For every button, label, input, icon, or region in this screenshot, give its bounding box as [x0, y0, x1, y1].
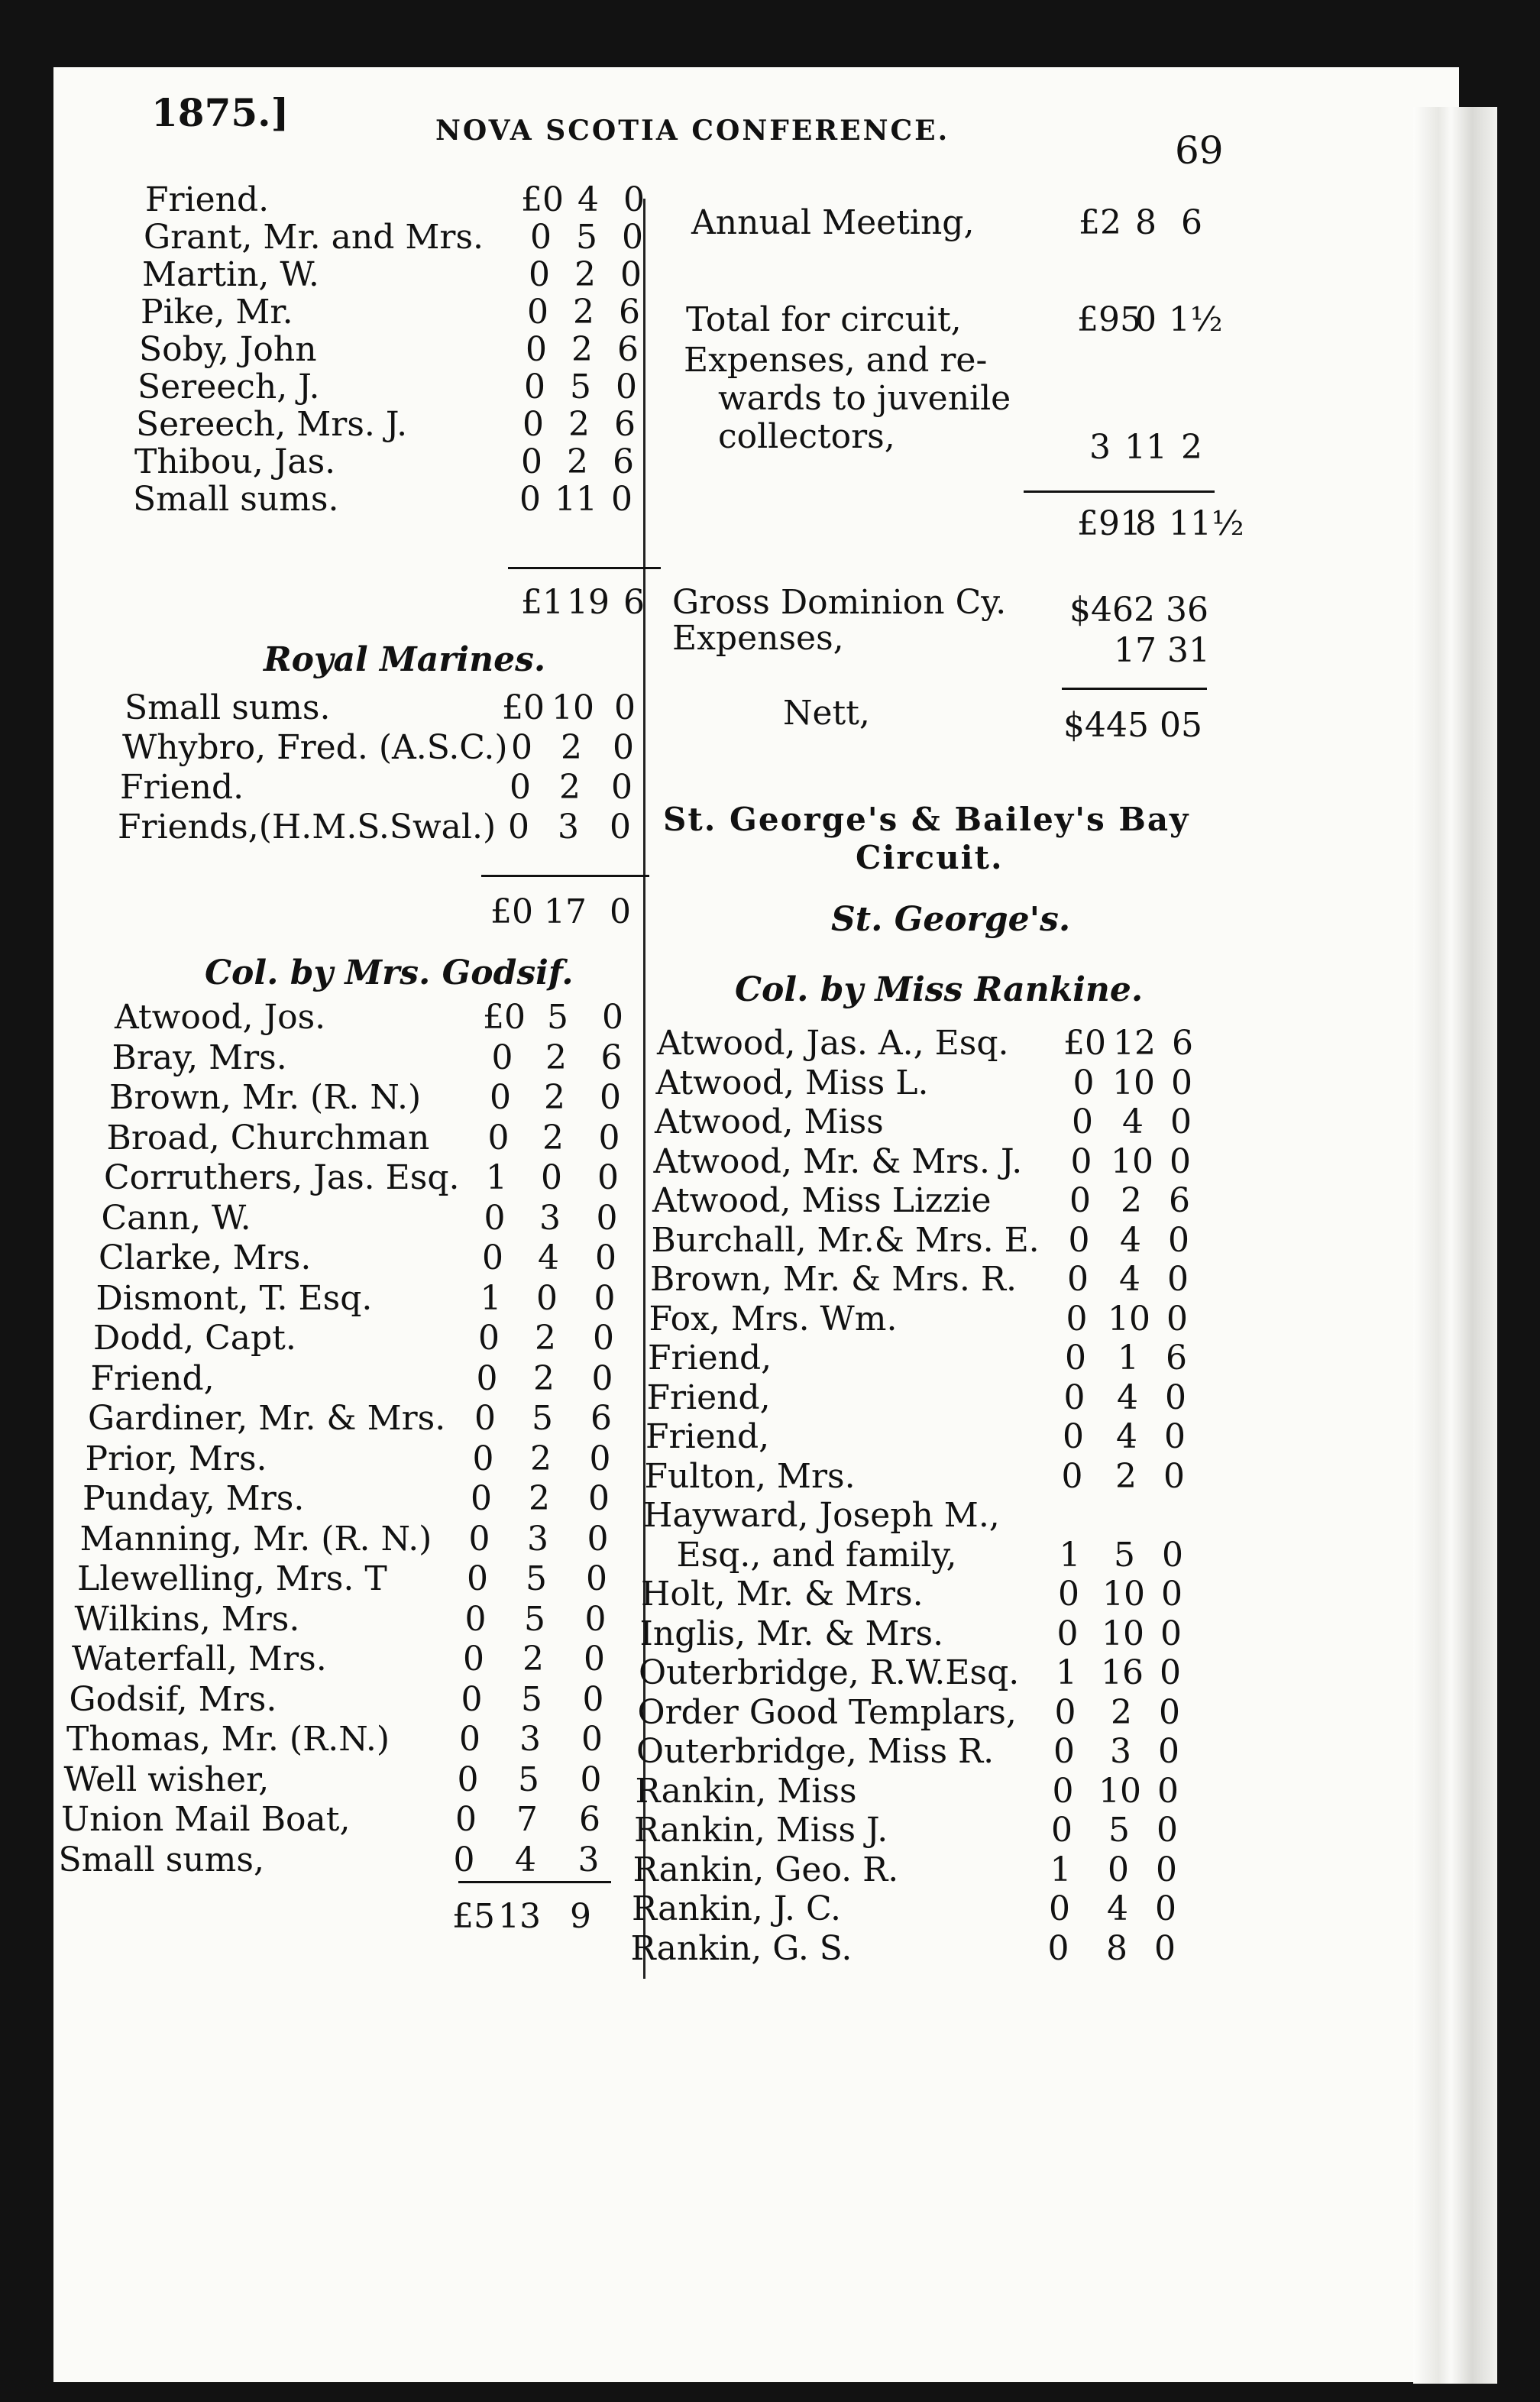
rankine-entry-pence: 0	[1160, 1653, 1181, 1692]
godsif-entry-pounds: 0	[476, 1358, 498, 1398]
rankine-entry-name: Rankin, Miss J.	[634, 1811, 888, 1850]
godsif-entry-name: Broad, Churchman	[106, 1118, 430, 1157]
rankine-entry-pounds: 1	[1056, 1653, 1077, 1692]
godsif-entry-name: Atwood, Jos.	[115, 998, 326, 1037]
top-entry-name: Sereech, J.	[138, 367, 320, 406]
top-entry-shillings: 2	[567, 442, 588, 481]
marines-entry-pounds: 0	[508, 808, 529, 847]
subtotal-rule	[508, 567, 661, 569]
rankine-entry-pence: 0	[1156, 1850, 1177, 1889]
godsif-entry-pence: 0	[580, 1759, 602, 1799]
godsif-entry-pence: 0	[588, 1479, 610, 1518]
marines-total-shillings: 17	[544, 892, 587, 931]
expenses-amount-pounds: 3	[1089, 428, 1111, 467]
godsif-entry-shillings: 3	[519, 1720, 541, 1759]
top-entry-shillings: 2	[568, 405, 590, 444]
nett-amount: $445 05	[1063, 706, 1202, 745]
circuit-heading-2: Circuit.	[856, 839, 1004, 876]
godsif-entry-pence: 0	[581, 1720, 603, 1759]
godsif-entry-pounds: 0	[491, 1038, 513, 1077]
godsif-entry-shillings: 5	[526, 1559, 547, 1598]
godsif-entry-pence: 0	[595, 1238, 616, 1277]
rankine-entry-name: Friend,	[645, 1417, 770, 1456]
rankine-entry-shillings: 3	[1110, 1732, 1131, 1771]
rankine-entry-shillings: 0	[1108, 1850, 1129, 1889]
godsif-entry-pounds: 0	[453, 1840, 475, 1879]
godsif-entry-shillings: 0	[536, 1278, 558, 1318]
godsif-entry-pence: 6	[600, 1038, 623, 1077]
circuit-heading: St. George's & Bailey's Bay	[663, 801, 1190, 838]
godsif-entry-name: Brown, Mr. (R. N.)	[109, 1078, 422, 1117]
annual-meeting-name: Annual Meeting,	[691, 203, 975, 242]
marines-entry-name: Whybro, Fred. (A.S.C.)	[122, 728, 508, 767]
rankine-entry-name: Outerbridge, R.W.Esq.	[639, 1653, 1020, 1692]
rankine-entry-shillings: 5	[1114, 1535, 1135, 1575]
godsif-entry-shillings: 2	[533, 1358, 555, 1398]
godsif-entry-pounds: 0	[478, 1319, 500, 1358]
rankine-entry-pounds: 0	[1063, 1417, 1084, 1456]
godsif-entry-pounds: 0	[457, 1759, 479, 1799]
marines-entry-shillings: 3	[558, 808, 579, 847]
rankine-entry-pence: 6	[1172, 1024, 1193, 1063]
godsif-entry-shillings: 5	[524, 1599, 545, 1639]
godsif-entry-name: Cann, W.	[101, 1198, 251, 1238]
rankine-entry-shillings: 4	[1120, 1220, 1141, 1260]
expenses-line: wards to juvenile	[718, 379, 1011, 418]
expenses-amount-pence: 2	[1181, 428, 1202, 467]
godsif-entry-pence: 0	[584, 1599, 607, 1639]
rankine-entry-pence: 0	[1158, 1732, 1179, 1771]
godsif-entry-name: Gardiner, Mr. & Mrs.	[88, 1399, 446, 1438]
godsif-entry-pounds: 0	[490, 1078, 511, 1117]
rankine-entry-name: Friend,	[646, 1377, 771, 1417]
rankine-entry-name: Esq., and family,	[676, 1535, 957, 1575]
top-entry-name: Soby, John	[139, 330, 317, 369]
top-entry-pence: 6	[613, 442, 634, 481]
top-entry-shillings: 2	[574, 255, 596, 294]
rankine-heading: Col. by Miss Rankine.	[735, 970, 1144, 1009]
total-circuit-pence: 1½	[1169, 300, 1223, 339]
top-entry-pounds: 0	[521, 442, 542, 481]
rankine-entry-pounds: 0	[1065, 1339, 1086, 1377]
godsif-entry-pounds: 1	[480, 1278, 502, 1318]
godsif-entry-shillings: 7	[516, 1800, 538, 1839]
expenses-amount-shillings: 11	[1124, 428, 1167, 467]
godsif-entry-name: Punday, Mrs.	[82, 1479, 305, 1518]
godsif-total-shillings: 13	[498, 1897, 541, 1936]
top-entry-pence: 0	[622, 218, 643, 257]
rankine-entry-pence: 0	[1163, 1456, 1185, 1496]
rankine-entry-pounds: 1	[1050, 1850, 1072, 1889]
rankine-entry-pounds: 0	[1052, 1771, 1074, 1811]
godsif-total-pounds: £5	[452, 1897, 495, 1936]
godsif-entry-pounds: 0	[464, 1599, 487, 1639]
godsif-entry-shillings: 4	[538, 1238, 559, 1277]
rankine-entry-shillings: 10	[1102, 1575, 1145, 1614]
header-year: 1875.]	[151, 90, 290, 135]
rankine-entry-shillings: 4	[1117, 1377, 1138, 1417]
godsif-entry-shillings: 5	[547, 998, 568, 1037]
marines-total-pence: 0	[610, 892, 631, 931]
rankine-entry-pounds: 0	[1053, 1732, 1075, 1771]
rankine-entry-pence: 0	[1157, 1771, 1179, 1811]
top-total-pence: 6	[623, 583, 645, 622]
total-circuit-pounds: £95	[1077, 300, 1141, 339]
top-entry-name: Thibou, Jas.	[134, 442, 336, 481]
rankine-entry-name: Outerbridge, Miss R.	[636, 1732, 995, 1771]
godsif-entry-pence: 6	[579, 1800, 600, 1839]
godsif-rule	[458, 1881, 611, 1883]
rankine-entry-name: Order Good Templars,	[637, 1692, 1017, 1732]
top-entry-pounds: 0	[527, 293, 548, 332]
godsif-entry-name: Thomas, Mr. (R.N.)	[66, 1720, 390, 1759]
marines-total-pounds: £0	[490, 892, 533, 931]
marines-entry-pence: 0	[610, 808, 631, 847]
godsif-entry-pence: 0	[596, 1198, 618, 1238]
godsif-entry-name: Friend,	[90, 1358, 215, 1398]
top-entry-name: Small sums.	[133, 480, 339, 519]
godsif-entry-pence: 3	[578, 1840, 600, 1879]
godsif-entry-pounds: 1	[486, 1158, 507, 1197]
top-entry-name: Sereech, Mrs. J.	[136, 405, 408, 444]
rankine-entry-pence: 0	[1159, 1692, 1180, 1732]
rankine-entry-pence: 0	[1161, 1575, 1182, 1614]
rankine-entry-name: Atwood, Mr. & Mrs. J.	[653, 1141, 1023, 1181]
rankine-entry-name: Rankin, J. C.	[632, 1889, 842, 1928]
rankine-entry-shillings: 1	[1118, 1339, 1139, 1377]
rankine-entry-name: Rankin, Miss	[635, 1771, 857, 1811]
rankine-entry-pounds: 0	[1047, 1928, 1069, 1968]
godsif-entry-pounds: 0	[471, 1479, 492, 1518]
page-number: 69	[1175, 128, 1224, 173]
rankine-entry-pounds: 0	[1070, 1141, 1092, 1181]
godsif-entry-shillings: 2	[542, 1118, 564, 1157]
top-entry-shillings: 5	[576, 218, 597, 257]
rankine-entry-pounds: 0	[1072, 1063, 1095, 1102]
dominion-expenses-label: Expenses,	[672, 619, 844, 658]
rankine-entry-pounds: 0	[1054, 1692, 1076, 1732]
marines-entry-name: Friend.	[120, 768, 244, 807]
godsif-entry-pounds: £0	[483, 998, 526, 1037]
godsif-entry-shillings: 2	[529, 1479, 550, 1518]
annual-meeting-pounds: £2	[1079, 203, 1121, 242]
total-circuit-shillings: 0	[1135, 300, 1157, 339]
top-entry-name: Pike, Mr.	[141, 293, 293, 332]
rankine-entry-pence: 0	[1170, 1102, 1192, 1141]
godsif-entry-name: Well wisher,	[63, 1759, 270, 1799]
net-sterling-pounds: £91	[1077, 504, 1141, 543]
rankine-entry-shillings: 10	[1112, 1063, 1155, 1102]
rankine-entry-pence: 0	[1165, 1377, 1186, 1417]
top-entry-pence: 6	[614, 405, 636, 444]
rankine-entry-pence: 0	[1168, 1220, 1189, 1260]
godsif-entry-shillings: 5	[532, 1399, 553, 1438]
godsif-entry-name: Corruthers, Jas. Esq.	[104, 1158, 460, 1197]
rankine-entry-shillings: 4	[1107, 1889, 1128, 1928]
rankine-entry-pounds: 0	[1066, 1299, 1088, 1339]
expenses-line: collectors,	[718, 417, 895, 456]
gross-dominion-label: Gross Dominion Cy.	[672, 583, 1007, 622]
godsif-heading: Col. by Mrs. Godsif.	[205, 953, 574, 992]
rankine-entry-pounds: 0	[1067, 1260, 1089, 1299]
rankine-entry-pence: 0	[1171, 1063, 1192, 1102]
top-entry-shillings: 5	[570, 367, 591, 406]
rankine-entry-shillings: 10	[1111, 1141, 1153, 1181]
rankine-entry-pounds: 1	[1059, 1535, 1081, 1575]
st-georges-heading: St. George's.	[831, 900, 1071, 939]
godsif-entry-name: Llewelling, Mrs. T	[77, 1559, 387, 1598]
net-sterling-shillings: 8	[1135, 504, 1157, 543]
annual-meeting-pence: 6	[1181, 203, 1202, 242]
godsif-entry-name: Dodd, Capt.	[93, 1319, 296, 1358]
godsif-entry-pence: 0	[589, 1439, 611, 1478]
godsif-entry-name: Prior, Mrs.	[85, 1439, 267, 1478]
top-entry-pounds: 0	[524, 367, 545, 406]
rankine-entry-pence: 0	[1170, 1141, 1191, 1181]
top-entry-pence: 0	[620, 255, 642, 294]
godsif-entry-pence: 0	[593, 1319, 614, 1358]
top-total-pounds: £1	[521, 583, 564, 622]
top-entry-pence: 6	[617, 330, 639, 369]
marines-rule	[481, 875, 649, 877]
rankine-entry-shillings: 4	[1119, 1260, 1140, 1299]
rankine-entry-pence: 0	[1164, 1417, 1186, 1456]
top-entry-pounds: 0	[522, 405, 544, 444]
marines-entry-shillings: 10	[552, 688, 594, 727]
rankine-entry-name: Holt, Mr. & Mrs.	[641, 1575, 924, 1614]
rankine-entry-pence: 0	[1157, 1811, 1178, 1850]
rankine-entry-shillings: 8	[1106, 1928, 1128, 1968]
godsif-entry-pounds: 0	[468, 1519, 490, 1559]
godsif-entry-shillings: 0	[541, 1158, 562, 1197]
dominion-rule	[1062, 688, 1207, 690]
godsif-entry-shillings: 2	[530, 1439, 552, 1478]
rankine-entry-pounds: 0	[1063, 1377, 1085, 1417]
rankine-entry-pence: 6	[1169, 1181, 1190, 1220]
godsif-entry-pounds: 0	[461, 1679, 483, 1719]
godsif-entry-pence: 0	[582, 1679, 604, 1719]
dominion-expenses-amount: 17 31	[1114, 631, 1210, 670]
top-entry-name: Friend.	[145, 180, 270, 219]
rankine-entry-shillings: 2	[1115, 1456, 1137, 1496]
godsif-entry-shillings: 2	[545, 1038, 567, 1077]
header-title: NOVA SCOTIA CONFERENCE.	[435, 115, 950, 147]
marines-entry-shillings: 2	[559, 768, 581, 807]
godsif-entry-pounds: 0	[467, 1559, 488, 1598]
rankine-entry-pounds: 0	[1068, 1220, 1090, 1260]
rankine-entry-name: Hayward, Joseph M.,	[643, 1496, 1000, 1535]
marines-entry-name: Friends,(H.M.S.Swal.)	[118, 808, 497, 847]
godsif-entry-pounds: 0	[463, 1640, 484, 1678]
rankine-entry-pounds: 0	[1049, 1889, 1070, 1928]
godsif-entry-name: Union Mail Boat,	[61, 1800, 351, 1839]
godsif-entry-pounds: 0	[487, 1118, 510, 1157]
godsif-entry-pence: 0	[594, 1278, 616, 1318]
rankine-entry-name: Atwood, Miss	[655, 1102, 884, 1141]
godsif-entry-pence: 0	[584, 1640, 605, 1678]
rankine-entry-name: Fulton, Mrs.	[644, 1456, 856, 1496]
godsif-entry-pounds: 0	[482, 1238, 503, 1277]
top-entry-name: Grant, Mr. and Mrs.	[144, 218, 484, 257]
top-entry-shillings: 2	[571, 330, 593, 369]
top-entry-shillings: 11	[555, 480, 597, 519]
godsif-entry-name: Bray, Mrs.	[112, 1038, 287, 1077]
godsif-entry-shillings: 3	[527, 1519, 548, 1559]
godsif-entry-name: Small sums,	[58, 1840, 264, 1879]
godsif-entry-pounds: 0	[474, 1399, 496, 1438]
top-entry-pounds: 0	[526, 330, 547, 369]
godsif-entry-pence: 6	[590, 1399, 612, 1438]
godsif-entry-name: Manning, Mr. (R. N.)	[79, 1519, 432, 1559]
rankine-entry-shillings: 16	[1101, 1653, 1144, 1692]
godsif-entry-name: Dismont, T. Esq.	[95, 1278, 373, 1318]
godsif-entry-name: Wilkins, Mrs.	[74, 1599, 300, 1639]
godsif-entry-name: Godsif, Mrs.	[69, 1679, 277, 1719]
godsif-entry-shillings: 5	[518, 1759, 539, 1799]
godsif-entry-shillings: 2	[535, 1319, 556, 1358]
rankine-entry-shillings: 5	[1108, 1811, 1130, 1850]
rankine-entry-shillings: 2	[1121, 1181, 1142, 1220]
rankine-entry-shillings: 4	[1116, 1417, 1137, 1456]
rankine-entry-name: Brown, Mr. & Mrs. R.	[650, 1260, 1017, 1299]
rankine-entry-name: Atwood, Miss Lizzie	[652, 1181, 992, 1220]
rankine-entry-shillings: 12	[1113, 1024, 1156, 1063]
top-entry-pence: 0	[623, 180, 645, 219]
rankine-entry-shillings: 4	[1122, 1102, 1144, 1141]
godsif-entry-shillings: 2	[544, 1078, 565, 1117]
godsif-entry-name: Clarke, Mrs.	[99, 1238, 312, 1277]
rankine-entry-pounds: 0	[1056, 1614, 1079, 1653]
rankine-entry-pounds: 0	[1051, 1811, 1072, 1850]
marines-entry-pounds: 0	[510, 768, 531, 807]
top-entry-pounds: 0	[529, 255, 550, 294]
rankine-entry-pounds: 0	[1069, 1181, 1091, 1220]
marines-entry-pence: 0	[611, 768, 632, 807]
godsif-entry-pence: 0	[586, 1559, 607, 1598]
rankine-entry-pence: 0	[1162, 1535, 1183, 1575]
rankine-entry-name: Inglis, Mr. & Mrs.	[639, 1614, 944, 1653]
page-edge	[1413, 107, 1497, 2384]
rankine-entry-name: Burchall, Mr.& Mrs. E.	[651, 1220, 1040, 1260]
godsif-entry-pence: 0	[598, 1118, 620, 1157]
rankine-entry-pence: 0	[1154, 1928, 1176, 1968]
rankine-entry-name: Friend,	[648, 1339, 772, 1377]
rankine-entry-shillings: 10	[1098, 1771, 1141, 1811]
rankine-entry-pence: 0	[1167, 1260, 1189, 1299]
top-entry-shillings: 4	[578, 180, 599, 219]
rankine-entry-pounds: 0	[1061, 1456, 1083, 1496]
top-entry-pounds: £0	[521, 180, 564, 219]
rankine-entry-name: Atwood, Jas. A., Esq.	[657, 1024, 1009, 1063]
godsif-entry-shillings: 2	[522, 1640, 544, 1678]
godsif-entry-name: Waterfall, Mrs.	[72, 1640, 327, 1678]
godsif-entry-pounds: 0	[472, 1439, 494, 1478]
rankine-entry-name: Rankin, Geo. R.	[632, 1850, 899, 1889]
royal-marines-heading: Royal Marines.	[264, 640, 546, 679]
rankine-entry-name: Atwood, Miss L.	[655, 1063, 929, 1102]
rankine-entry-shillings: 10	[1108, 1299, 1150, 1339]
total-circuit-name: Total for circuit,	[686, 300, 962, 339]
marines-entry-pence: 0	[614, 688, 636, 727]
top-entry-pence: 0	[611, 480, 632, 519]
top-entry-pounds: 0	[530, 218, 552, 257]
top-entry-shillings: 2	[573, 293, 594, 332]
marines-entry-shillings: 2	[561, 728, 582, 767]
marines-entry-pence: 0	[613, 728, 634, 767]
godsif-entry-pence: 0	[587, 1519, 609, 1559]
top-entry-pounds: 0	[519, 480, 541, 519]
godsif-total-pence: 9	[570, 1897, 591, 1936]
marines-entry-pounds: 0	[511, 728, 532, 767]
godsif-entry-pence: 0	[597, 1158, 619, 1197]
marines-entry-name: Small sums.	[125, 688, 331, 727]
rankine-entry-pounds: £0	[1063, 1024, 1106, 1063]
top-entry-pence: 0	[616, 367, 637, 406]
rankine-entry-pence: 0	[1160, 1614, 1182, 1653]
godsif-entry-pounds: 0	[455, 1800, 477, 1839]
rankine-entry-pounds: 0	[1072, 1102, 1093, 1141]
net-sterling-pence: 11½	[1169, 504, 1244, 543]
rankine-entry-name: Rankin, G. S.	[630, 1928, 852, 1968]
godsif-entry-shillings: 3	[539, 1198, 561, 1238]
annual-meeting-shillings: 8	[1135, 203, 1157, 242]
godsif-entry-shillings: 4	[515, 1840, 536, 1879]
top-entry-pence: 6	[619, 293, 640, 332]
top-total-shillings: 19	[567, 583, 610, 622]
gross-dominion-amount: $462 36	[1069, 591, 1208, 630]
rankine-entry-pence: 6	[1166, 1339, 1187, 1377]
godsif-entry-pence: 0	[602, 998, 623, 1037]
godsif-entry-pence: 0	[600, 1078, 621, 1117]
rankine-entry-name: Fox, Mrs. Wm.	[649, 1299, 898, 1339]
expenses-line: Expenses, and re-	[684, 341, 988, 380]
godsif-entry-pounds: 0	[484, 1198, 506, 1238]
godsif-entry-pence: 0	[591, 1358, 613, 1398]
marines-entry-pounds: £0	[502, 688, 545, 727]
top-entry-name: Martin, W.	[142, 255, 319, 294]
nett-label: Nett,	[783, 694, 870, 733]
godsif-entry-pounds: 0	[459, 1720, 480, 1759]
rankine-entry-pounds: 0	[1058, 1575, 1079, 1614]
rankine-entry-shillings: 10	[1102, 1614, 1144, 1653]
rankine-entry-shillings: 2	[1111, 1692, 1132, 1732]
rankine-entry-pence: 0	[1155, 1889, 1176, 1928]
sterling-rule	[1024, 490, 1215, 493]
rankine-entry-pence: 0	[1166, 1299, 1188, 1339]
godsif-entry-shillings: 5	[521, 1679, 542, 1719]
